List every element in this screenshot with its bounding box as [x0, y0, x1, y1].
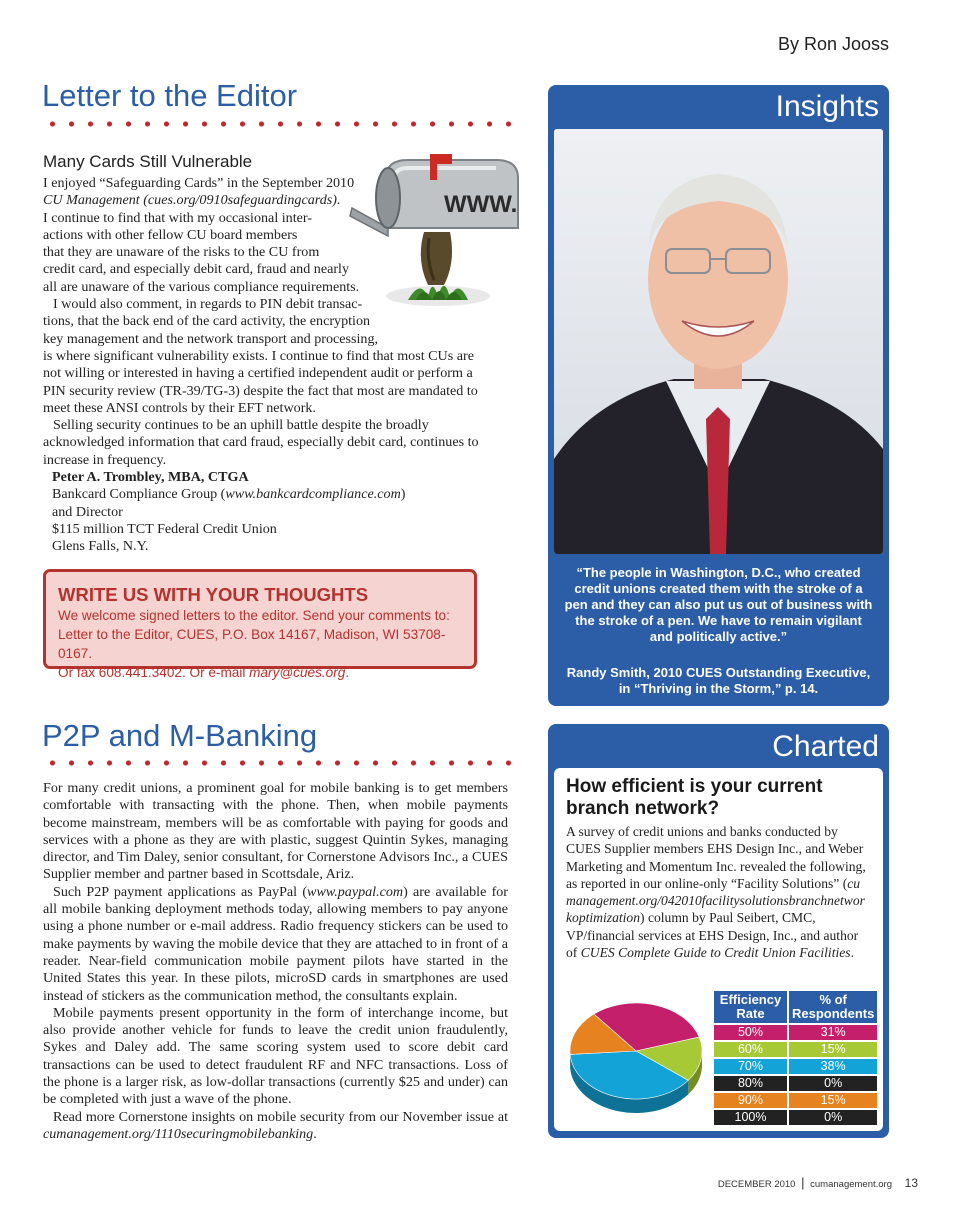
efficiency-rate-header: Efficiency Rate — [714, 991, 787, 1023]
charted-title: Charted — [772, 730, 879, 763]
write-us-line: We welcome signed letters to the editor. Send your comments to: — [58, 608, 450, 623]
letter-p1-a: I enjoyed “Safeguarding Cards” in the September 2010 — [43, 175, 355, 191]
p2p-para: Read more Cornerstone insights on mobile security from our November issue at cumanagement.org/1110securingmobilebanking. — [43, 1108, 508, 1142]
efficiency-rate-cell: 80% — [714, 1076, 787, 1091]
efficiency-table — [712, 989, 879, 1127]
page-number: 13 — [904, 1176, 918, 1190]
letter-p1-line: I continue to find that with my occasional inter- — [43, 209, 312, 226]
page-footer: DECEMBER 2010 | cumanagement.org 13 — [717, 1175, 918, 1190]
mailbox-label: WWW. — [444, 191, 518, 218]
letter-p1-line: credit card, and especially debit card, fraud and nearly — [43, 261, 349, 278]
respondents-cell: 15% — [789, 1042, 877, 1057]
efficiency-rate-cell: 70% — [714, 1059, 787, 1074]
respondents-cell: 0% — [789, 1110, 877, 1125]
respondents-cell: 38% — [789, 1059, 877, 1074]
letter-p2-line: is where significant vulnerability exists. I continue to find that most CUs are — [43, 347, 474, 364]
paypal-link[interactable]: www.paypal.com — [307, 883, 404, 900]
p2p-section-title: P2P and M-Banking — [42, 718, 318, 753]
letter-p2-line: tions, that the back end of the card activity, the encryption — [43, 313, 371, 330]
signature-line: and Director — [52, 503, 123, 520]
letter-section-title: Letter to the Editor — [42, 78, 298, 113]
securing-mobile-link[interactable]: cumanagement.org/1110securingmobilebanking — [43, 1125, 314, 1142]
signature-line: Glens Falls, N.Y. — [52, 538, 149, 555]
write-us-line: Or fax 608.441.3402. Or e-mail mary@cues.org. — [58, 665, 350, 680]
signature-org: Bankcard Compliance Group (www.bankcardcompliance.com) — [52, 486, 406, 503]
table-row — [714, 1059, 877, 1074]
letter-p1-b: CU Management (cues.org/0910safeguardingcards). — [43, 192, 341, 209]
insights-panel — [548, 85, 889, 706]
byline: By Ron Jooss — [777, 34, 889, 54]
table-row — [714, 1110, 877, 1125]
table-row — [714, 1042, 877, 1057]
issue-date: DECEMBER 2010 — [717, 1179, 796, 1190]
letter-p2-line: PIN security review (TR-39/TG-3) despite the fact that most are mandated to — [43, 382, 478, 399]
table-row — [714, 1093, 877, 1108]
dotted-divider — [43, 121, 518, 127]
letter-p2-line: meet these ANSI controls by their EFT network. — [43, 399, 316, 416]
efficiency-rate-cell: 90% — [714, 1093, 787, 1108]
letter-p2-line: not willing or interested in having a certified independent audit or perform a — [43, 365, 473, 382]
table-row — [714, 1076, 877, 1091]
respondents-cell: 31% — [789, 1025, 877, 1040]
respondents-cell: 15% — [789, 1093, 877, 1108]
letter-p1-line: that they are unaware of the risks to the CU from — [43, 244, 320, 261]
footer-site: cumanagement.org — [810, 1179, 892, 1190]
efficiency-rate-cell: 60% — [714, 1042, 787, 1057]
portrait-photo — [554, 129, 883, 554]
write-us-title: WRITE US WITH YOUR THOUGHTS — [58, 584, 369, 605]
signature-name: Peter A. Trombley, MBA, CTGA — [52, 469, 249, 486]
letter-p2-line: I would also comment, in regards to PIN debit transac- — [53, 296, 363, 313]
insights-quote: “The people in Washington, D.C., who created credit unions created them with the stroke of a pen and they can also put us out of business with the stroke of a pen. We have to remain vigilant and politically active.” — [564, 565, 873, 644]
p2p-body — [43, 780, 508, 1143]
signature-url[interactable]: www.bankcardcompliance.com — [225, 486, 401, 503]
table-row — [714, 1025, 877, 1040]
letter-p3: Selling security continues to be an uphill battle despite the broadly acknowledged information that card fraud, especially debit card, continues to increase in frequency. — [43, 417, 479, 468]
letter-p1-line: all are unaware of the various compliance requirements. — [43, 278, 360, 295]
insights-attribution: Randy Smith, 2010 CUES Outstanding Executive, in “Thriving in the Storm,” p. 14. — [566, 665, 871, 696]
write-us-line: Letter to the Editor, CUES, P.O. Box 14167, Madison, WI 53708-0167. — [58, 627, 446, 661]
charted-panel — [548, 724, 889, 1138]
letter-body — [43, 175, 513, 556]
charted-content — [554, 768, 883, 1131]
insights-title: Insights — [775, 90, 879, 123]
letter-signature — [43, 469, 513, 555]
p2p-para: Such P2P payment applications as PayPal (www.paypal.com) are available for all mobile banking deployment methods today, allowing members to pay anyone using a phone number or e-mail address. Radio frequency stickers can be used to make payments by waving the mobile device that they are attached to in front of a reader. Near-field communication mobile payment pilots have started in the United States this year. In these pilots, microSD cards in smartphones are used instead of stickers as the communication method, the consultants explain. — [43, 883, 509, 1004]
efficiency-rate-cell: 100% — [714, 1110, 787, 1125]
write-us-box — [43, 569, 477, 680]
guide-title: CUES Complete Guide to Credit Union Facilities — [580, 945, 851, 961]
efficiency-pie-chart — [564, 996, 714, 1126]
facility-solutions-link[interactable]: cumanagement.org/042010facilitysolutionsbranchnetworkoptimization — [566, 875, 865, 926]
chart-description: A survey of credit unions and banks conducted by CUES Supplier members EHS Design Inc., and Weber Marketing and Momentum Inc. revealed the following, as reported in our online-only “Facility Solutions” (cumanagement.org/042010facilitysolutionsbranchnetworkoptimization) column by Paul Seibert, CMC, VP/financial services at EHS Design, Inc., and author of CUES Complete Guide to Credit Union Facilities. — [566, 824, 866, 961]
dotted-divider — [43, 760, 518, 766]
letter-subhead: Many Cards Still Vulnerable — [43, 152, 253, 171]
p2p-para: Mobile payments present opportunity in the form of interchange income, but also provide another vehicle for funds to leave the credit union fraudulently, Sykes and Daley add. The same scoring system used to score debit card transactions can be used to detect fraudulent RF and NFC transactions. Loss of the phone is a larger risk, as low-dollar transactions (currently $25 and under) can be completed with just a wave of the phone. — [43, 1004, 508, 1108]
p2p-para: For many credit unions, a prominent goal for mobile banking is to get members comfortable with transacting with the phone. Then, when mobile payments become mainstream, members will be as comfortable with paying for goods and services with a phone as they are with plastic, suggest Quintin Sykes, managing director, and Tim Daley, senior consultant, for Cornerstone Advisors Inc., a CUES Supplier member and partner based in Scottsdale, Ariz. — [43, 780, 508, 883]
signature-line: $115 million TCT Federal Credit Union — [52, 520, 277, 537]
efficiency-rate-cell: 50% — [714, 1025, 787, 1040]
chart-heading: How efficient is your current branch network? — [566, 776, 823, 819]
respondents-header: % of Respondents — [789, 991, 877, 1023]
respondents-cell: 0% — [789, 1076, 877, 1091]
letter-p1-line: actions with other fellow CU board members — [43, 226, 298, 243]
letter-p2-line: key management and the network transport and processing, — [43, 330, 379, 347]
email-link[interactable]: mary@cues.org — [249, 665, 346, 680]
